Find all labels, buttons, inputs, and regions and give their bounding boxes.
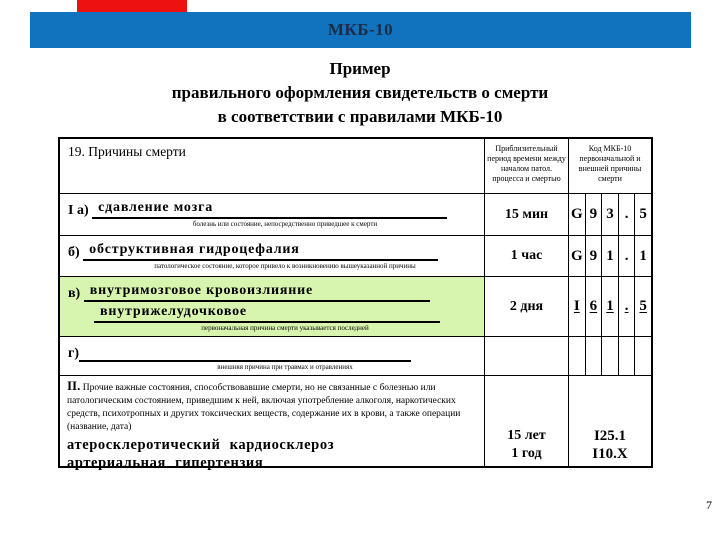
row-a-code-cells: [568, 194, 651, 235]
row-b-code-dot: .: [618, 236, 635, 276]
row-ii-intro-text: Прочие важные состояния, способствовавшие смерти, но не связанные с болезнью или патологическим состоянием, приведшим к ней, включая употребление алкоголя, наркотических средств, психотропных и других токсических веществ, содержание их в крови, а также операции (название, дата): [67, 383, 461, 432]
row-v-caption: первоначальная причина смерти указывается последней: [201, 324, 369, 332]
death-certificate-table: [58, 137, 653, 471]
row-v-code-dot: .: [618, 277, 635, 336]
header-causes-of-death: 19. Причины смерти: [68, 144, 186, 159]
row-ii-period-2: 1 год: [511, 446, 542, 461]
row-g-code-0: [569, 337, 585, 375]
row-ii-entry-2: артериальная гипертензия: [67, 455, 264, 471]
row-ii-numeral: II.: [67, 378, 81, 393]
row-a-code-3: 5: [634, 194, 651, 235]
row-b-period-cell: [484, 236, 568, 276]
row-b-fill-line: [60, 236, 484, 261]
row-a-fill-line: [60, 194, 484, 219]
row-v-entry-line2: внутрижелудочковое: [94, 304, 440, 323]
row-b-code-2: 1: [601, 236, 618, 276]
row-g-code-2: [601, 337, 618, 375]
table-row-v-highlighted: [60, 276, 651, 336]
row-b-period: 1 час: [510, 248, 543, 263]
row-g-caption: внешняя причина при травмах и отравлениях: [217, 363, 353, 371]
row-v-prefix: в): [68, 286, 84, 301]
row-b-caption: патологическое состояние, которое привело к возникновению вышеуказанной причины: [154, 262, 416, 270]
table-header-row: [60, 139, 651, 193]
row-ii-code-2: I10.X: [592, 446, 628, 462]
row-a-entry: сдавление мозга: [92, 200, 447, 219]
row-a-caption: болезнь или состояние, непосредственно приведшее к смерти: [192, 220, 378, 228]
row-a-cause-cell: [60, 194, 484, 235]
header-approx-period: [484, 139, 568, 193]
table-row-b: [60, 235, 651, 276]
page-number: 7: [706, 498, 712, 512]
row-b-code-cells: [568, 236, 651, 276]
table-row-a: [60, 193, 651, 235]
row-v-code-cells: [568, 277, 651, 336]
row-v-period-cell: [484, 277, 568, 336]
header-approx-period-text: Приблизительный период времени между началом патол. процесса и смертью: [487, 144, 566, 183]
table-row-g: [60, 336, 651, 375]
header-icd-code-text: Код МКБ-10 первоначальной и внешней причины смерти: [578, 144, 642, 183]
row-g-code-1: [585, 337, 602, 375]
slide-title-line2: правильного оформления свидетельств о смерти: [171, 83, 549, 102]
row-ii-entry-1: атеросклеротический кардиосклероз: [67, 437, 335, 453]
row-a-code-dot: .: [618, 194, 635, 235]
row-a-code-1: 9: [585, 194, 602, 235]
row-ii-code-1: I25.1: [593, 428, 627, 444]
row-g-code-3: [634, 337, 651, 375]
row-ii-code-cell: [568, 376, 651, 466]
row-v-entry-line1: внутримозговое кровоизлияние: [84, 283, 430, 302]
row-a-period: 15 мин: [504, 206, 549, 222]
slide-title-line3: в соответствии с правилами МКБ-10: [217, 107, 503, 126]
row-ii-cause-cell: [60, 376, 484, 471]
row-v-fill-line1: [60, 277, 484, 302]
slide-title-line1: Пример: [329, 59, 391, 78]
row-ii-intro: [67, 379, 477, 434]
row-ii-entries: [67, 436, 477, 472]
row-b-cause-cell: [60, 236, 484, 276]
row-ii-period-1: 15 лет: [507, 428, 546, 443]
row-a-period-cell: [484, 194, 568, 235]
row-v-cause-cell: [60, 277, 484, 336]
row-g-prefix: г): [68, 346, 80, 361]
row-g-fill-line: [60, 337, 484, 362]
row-g-cause-cell: [60, 337, 484, 375]
row-g-period-cell: [484, 337, 568, 375]
row-b-code-0: G: [570, 247, 583, 264]
row-v-code-2: 1: [601, 277, 618, 336]
row-g-code-dot: [618, 337, 635, 375]
row-g-code-cells: [568, 337, 651, 375]
row-v-period: 2 дня: [509, 298, 544, 314]
slide-title: [0, 57, 720, 129]
row-b-entry: обструктивная гидроцефалия: [83, 242, 438, 261]
row-a-code-2: 3: [601, 194, 618, 235]
row-v-code-3: 5: [634, 277, 651, 336]
header-bar-title: МКБ-10: [327, 20, 394, 39]
row-v-fill-line2: [86, 302, 484, 323]
row-g-entry-blank: [79, 343, 411, 362]
row-ii-period-cell: [484, 376, 568, 466]
row-b-code-3: 1: [634, 236, 651, 276]
row-a-code-0: G: [570, 206, 583, 222]
row-b-prefix: б): [68, 245, 84, 260]
row-v-code-0: I: [573, 298, 580, 314]
header-icd-code: [568, 139, 651, 193]
row-v-code-1: 6: [585, 277, 602, 336]
table-row-ii: [60, 375, 651, 471]
row-a-prefix: I а): [68, 203, 93, 218]
row-b-code-1: 9: [585, 236, 602, 276]
header-bar: [30, 12, 691, 48]
